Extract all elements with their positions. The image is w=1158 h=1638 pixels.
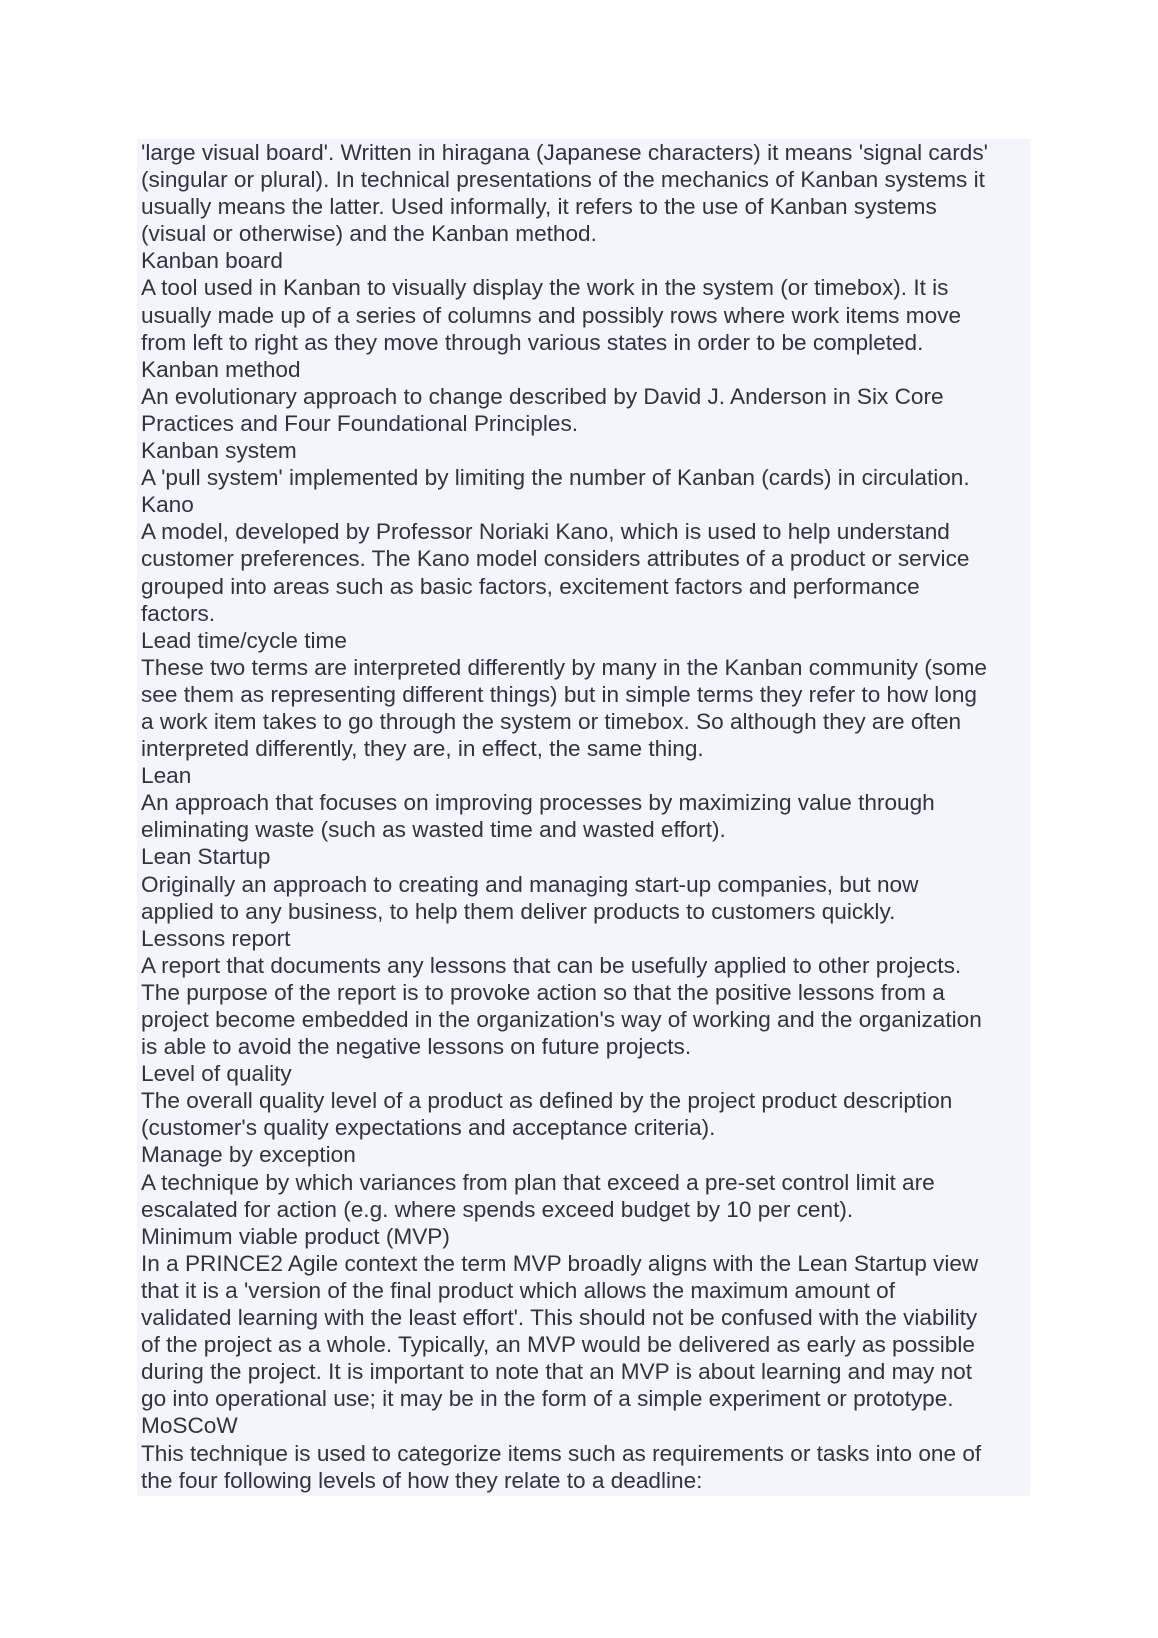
definition-text: These two terms are interpreted differently by many in the Kanban community (some bbox=[141, 654, 987, 680]
term-heading: Minimum viable product (MVP) bbox=[141, 1223, 450, 1249]
definition-text: A tool used in Kanban to visually display the work in the system (or timebox). It is bbox=[141, 275, 949, 301]
definition-text: (singular or plural). In technical presentations of the mechanics of Kanban systems it bbox=[141, 167, 985, 193]
term-heading: MoSCoW bbox=[141, 1413, 238, 1439]
term-heading: Lean bbox=[141, 763, 192, 789]
definition-text: A model, developed by Professor Noriaki Kano, which is used to help understand bbox=[141, 519, 950, 545]
definition-text: a work item takes to go through the system or timebox. So although they are often bbox=[141, 708, 962, 734]
term-heading: Kanban method bbox=[141, 356, 301, 382]
definition-text: during the project. It is important to note that an MVP is about learning and may not bbox=[141, 1359, 973, 1385]
definition-text: A 'pull system' implemented by limiting the number of Kanban (cards) in circulation. bbox=[141, 465, 970, 491]
term-heading: Level of quality bbox=[141, 1061, 292, 1087]
definition-text: An evolutionary approach to change described by David J. Anderson in Six Core bbox=[141, 383, 944, 409]
definition-text: that it is a 'version of the final product which allows the maximum amount of bbox=[141, 1277, 896, 1303]
definition-text: A report that documents any lessons that can be usefully applied to other projects. bbox=[141, 952, 962, 978]
definition-text: eliminating waste (such as wasted time and wasted effort). bbox=[141, 817, 726, 843]
definition-text: A technique by which variances from plan that exceed a pre-set control limit are bbox=[141, 1169, 935, 1195]
definition-text: applied to any business, to help them deliver products to customers quickly. bbox=[141, 898, 896, 924]
definition-text: (visual or otherwise) and the Kanban method. bbox=[141, 221, 597, 247]
definition-text: (customer's quality expectations and acceptance criteria). bbox=[141, 1115, 716, 1141]
definition-text: go into operational use; it may be in the form of a simple experiment or prototype. bbox=[141, 1386, 954, 1412]
term-heading: Lean Startup bbox=[141, 844, 271, 870]
definition-text: An approach that focuses on improving processes by maximizing value through bbox=[141, 790, 935, 816]
definition-text: see them as representing different things) but in simple terms they refer to how long bbox=[141, 681, 977, 707]
definition-text: Practices and Four Foundational Principles. bbox=[141, 410, 579, 436]
definition-text: of the project as a whole. Typically, an MVP would be delivered as early as possible bbox=[141, 1332, 975, 1358]
definition-text: 'large visual board'. Written in hiragana (Japanese characters) it means 'signal cards' bbox=[141, 140, 988, 165]
definition-text: validated learning with the least effort'. This should not be confused with the viability bbox=[141, 1305, 978, 1331]
definition-text: is able to avoid the negative lessons on future projects. bbox=[141, 1034, 692, 1060]
definition-text: escalated for action (e.g. where spends exceed budget by 10 per cent). bbox=[141, 1196, 854, 1222]
term-heading: Kanban board bbox=[141, 248, 283, 274]
definition-text: The purpose of the report is to provoke action so that the positive lessons from a bbox=[141, 979, 945, 1005]
definition-text: This technique is used to categorize items such as requirements or tasks into one of bbox=[141, 1440, 982, 1466]
term-heading: Manage by exception bbox=[141, 1142, 356, 1168]
glossary-text-block bbox=[137, 139, 1030, 1496]
definition-text: grouped into areas such as basic factors, excitement factors and performance bbox=[141, 573, 920, 599]
definition-text: factors. bbox=[141, 600, 216, 626]
term-heading: Kano bbox=[141, 492, 194, 518]
definition-text: customer preferences. The Kano model considers attributes of a product or service bbox=[141, 546, 970, 572]
definition-text: interpreted differently, they are, in effect, the same thing. bbox=[141, 736, 704, 762]
definition-text: The overall quality level of a product as defined by the project product description bbox=[141, 1088, 953, 1114]
definition-text: project become embedded in the organization's way of working and the organization bbox=[141, 1007, 982, 1032]
term-heading: Kanban system bbox=[141, 438, 297, 464]
definition-text: Originally an approach to creating and managing start-up companies, but now bbox=[141, 871, 919, 897]
term-heading: Lessons report bbox=[141, 925, 291, 951]
definition-text: from left to right as they move through various states in order to be completed. bbox=[141, 329, 924, 355]
definition-text: the four following levels of how they relate to a deadline: bbox=[141, 1467, 703, 1493]
term-heading: Lead time/cycle time bbox=[141, 627, 347, 653]
definition-text: usually means the latter. Used informally, it refers to the use of Kanban systems bbox=[141, 194, 937, 220]
definition-text: usually made up of a series of columns and possibly rows where work items move bbox=[141, 302, 962, 328]
definition-text: In a PRINCE2 Agile context the term MVP broadly aligns with the Lean Startup view bbox=[141, 1250, 979, 1276]
